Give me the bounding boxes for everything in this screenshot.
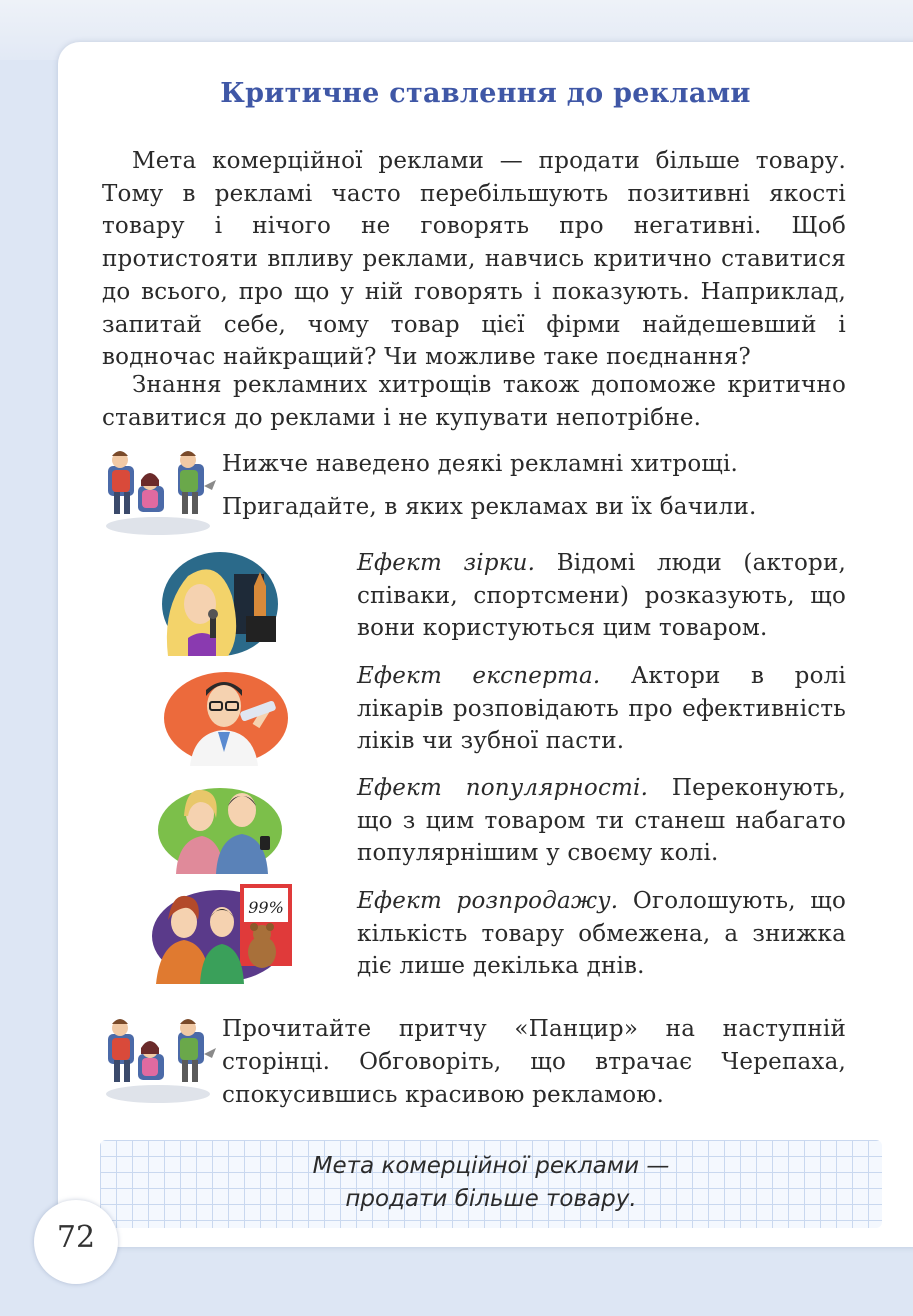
effect-expert (357, 660, 846, 758)
sale-discount-illustration (150, 880, 296, 984)
intro-paragraph: Мета комерційної реклами — продати більше товару. Тому в рекламі часто перебільшують позитивні якості товару і нічого не говорять про негативні. Щоб протистояти впливу реклами, навчись критично ставитися до всього, про що у ній говорять і показують. Наприклад, запитай себе, чому товар цієї фірми найдешевший і водночас найкращий? Чи можливе таке поєднання? (102, 148, 846, 371)
effect-popularity (357, 772, 846, 870)
effect-star (357, 547, 846, 645)
effect-term: Ефект експерта. (357, 663, 601, 689)
group-discussion-icon (100, 446, 218, 538)
task-line-1: Нижче наведено деякі рекламні хитрощі. (222, 451, 739, 477)
effect-term: Ефект зірки. (357, 550, 536, 576)
tricks-paragraph: Знання рекламних хитрощів також допоможе критично ставитися до реклами і не купувати непотрібне. (102, 372, 846, 431)
task-parable: Прочитайте притчу «Панцир» на наступній сторінці. Обговоріть, що втрачає Черепаха, спокусившись красивою рекламою. (222, 1016, 846, 1108)
effect-description: Відомі люди (актори, співаки, спортсмени) розказують, що вони користуються цим товаром. (357, 550, 846, 641)
effect-sale (357, 885, 846, 983)
page-title: Критичне ставлення до реклами (220, 78, 751, 109)
effect-description: Оголошують, що кількість товару обмежена, а знижка діє лише декілька днів. (357, 888, 846, 979)
summary-line-1: Мета комерційної реклами — (312, 1153, 670, 1179)
summary-text (100, 1150, 882, 1216)
effect-term: Ефект популярності. (357, 775, 649, 801)
celebrity-singer-illustration (150, 546, 278, 658)
effect-description: Переконують, що з цим товаром ти станеш набагато популярнішим у своєму колі. (357, 775, 846, 866)
sale-sign-label: 99% (248, 898, 284, 917)
expert-doctor-illustration (160, 666, 288, 766)
group-discussion-icon (100, 1014, 218, 1106)
effect-description: Актори в ролі лікарів розповідають про ефективність ліків чи зубної пасти. (357, 663, 847, 754)
popularity-friends-illustration (154, 776, 282, 874)
effect-term: Ефект розпродажу. (357, 888, 619, 914)
task-line-2: Пригадайте, в яких рекламах ви їх бачили. (222, 494, 757, 520)
summary-line-2: продати більше товару. (345, 1186, 637, 1212)
page-number: 72 (56, 1220, 96, 1255)
